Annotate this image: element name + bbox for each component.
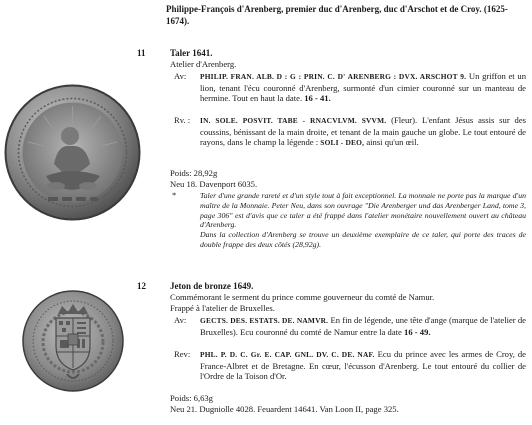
entry-11-av-label: Av:	[174, 71, 187, 81]
coin-12-image	[22, 290, 124, 392]
entry-12-av-description: En fin de légende, une tête d'ange (marque de l'atelier de Bruxelles). Ecu couronné du comté de Namur entre la date	[200, 315, 526, 337]
entry-12-references: Neu 21. Dugniolle 4028. Feuardent 14641. Van Loon II, page 325.	[170, 404, 399, 414]
entry-12-rv-description: Ecu du prince avec les armes de Croy, de France-Albret et de Bretagne. En cœur, l'écusson d'Arenberg. Le tout entouré du collier de l'Ordre de la Toison d'Or.	[200, 349, 526, 382]
entry-11-weight: Poids: 28,92g	[170, 168, 218, 178]
coin-11-image	[4, 84, 141, 221]
entry-12-number: 12	[137, 281, 146, 291]
entry-12-subtitle-1: Commémorant le serment du prince comme gouverneur du comté de Namur.	[170, 292, 435, 302]
entry-11-rv-text	[200, 115, 526, 149]
entry-12-rv-legend: PHL. P. D. C. Gr. E. CAP. GNL. DV. C. DE. NAF.	[200, 350, 375, 359]
entry-12-av-text	[200, 315, 526, 337]
entry-12-subtitle-2: Frappé à l'atelier de Bruxelles.	[170, 303, 275, 313]
entry-11-rv-field-legend: SOLI - DEO,	[320, 138, 365, 148]
entry-12-title: Jeton de bronze 1649.	[170, 281, 254, 291]
entry-11-note-2: Dans la collection d'Arenberg se trouve un deuxième exemplaire de ce taler, qui porte des traces de double frappe des deux côtés (28,92g).	[200, 230, 526, 249]
entry-11-av-text	[200, 71, 526, 104]
entry-11-av-date: 16 - 41.	[304, 93, 331, 104]
entry-12-rv-text	[200, 349, 526, 382]
entry-11-rv-legend: IN. SOLE. POSVIT. TABE - RNACVLVM. SVVM.	[200, 116, 387, 125]
entry-11-rv-description-end: ainsi qu'un œil.	[366, 137, 419, 148]
entry-11-av-legend: PHILIP. FRAN. ALB. D : G : PRIN. C. D' ARENBERG : DVX. ARSCHOT 9.	[200, 72, 467, 81]
entry-12-av-date: 16 - 49.	[404, 326, 431, 337]
entry-11-references: Neu 18. Davenport 6035.	[170, 179, 258, 189]
entry-11-rv-description: (Fleur). L'enfant Jésus assis sur des coussins, bénissant de la main droite, et tenant de la main gauche un globe. Le tout entouré de rayons, dans le champ la légende :	[200, 115, 526, 148]
entry-11-note-1: Taler d'une grande rareté et d'un style tout à fait exceptionnel. La monnaie ne porte pas la marque d'un maître de la Monnaie. Peter Neu, dans son ouvrage "Die Arenberger und das Arenberger Land, tome 3, page 306" est d'avis que ce taler a été frappé dans l'atelier monétaire nouvellement ouvert au château d'Arenberg.	[200, 191, 526, 230]
entry-12-rv-label: Rev:	[174, 349, 191, 359]
entry-12-weight: Poids: 6,63g	[170, 393, 213, 403]
entry-11-title: Taler 1641.	[170, 48, 213, 58]
entry-11-rv-label: Rv. :	[174, 115, 191, 125]
entry-12-av-label: Av:	[174, 315, 187, 325]
entry-11-number: 11	[137, 48, 146, 58]
entry-11-note-star: *	[172, 190, 177, 200]
entry-12-av-legend: GECTS. DES. ESTATS. DE. NAMVR.	[200, 316, 329, 325]
entry-11-av-description: Un griffon et un lion, tenant l'écu couronné d'Arenberg, surmonté d'un cimier couronné sur un manteau de hermine. Tout en haut la date.	[200, 71, 526, 104]
entry-11-subtitle: Atelier d'Arenberg.	[170, 59, 237, 69]
page-title: Philippe-François d'Arenberg, premier duc d'Arenberg, duc d'Arschot et de Croy. (1625-1674).	[166, 4, 508, 26]
